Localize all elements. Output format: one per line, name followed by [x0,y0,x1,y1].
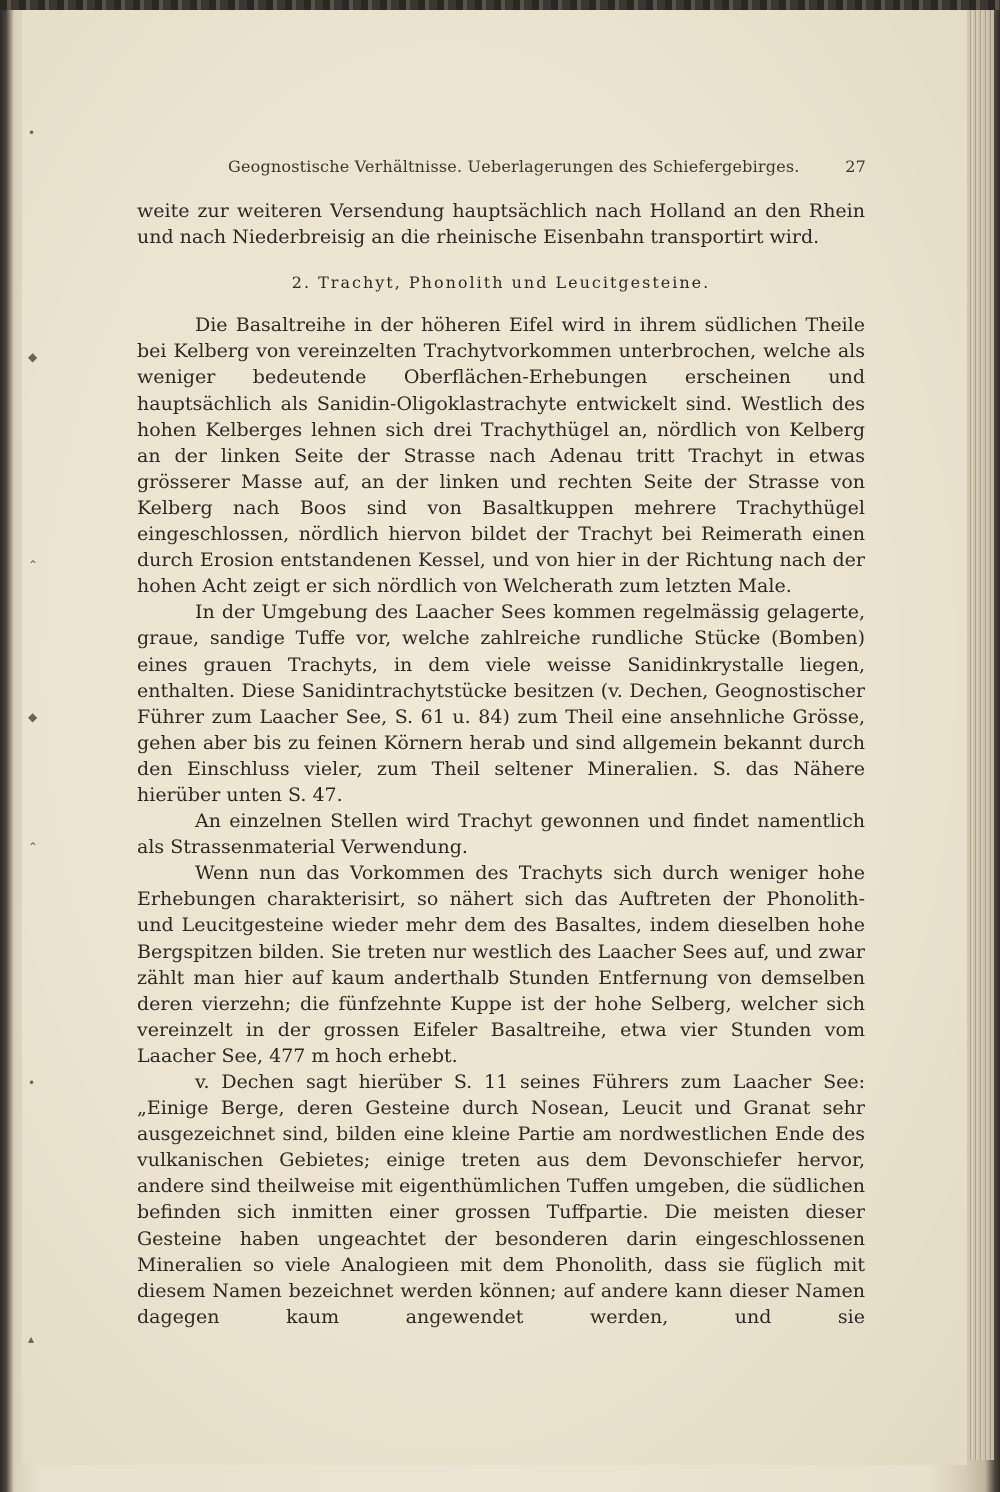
paragraph: weite zur weiteren Versendung hauptsächlich nach Holland an den Rhein und nach Niederbreisig an die rheinische Eisenbahn transportirt wird. [137,200,865,249]
page-number: 27 [845,157,866,176]
body-text [137,198,865,1330]
margin-speck: ⌃ [28,840,39,854]
header-title: Geognostische Verhältnisse. Ueberlagerungen des Schiefergebirges. [228,157,800,176]
section-heading: 2. Trachyt, Phonolith und Leucitgesteine. [291,273,711,293]
running-header [228,157,868,181]
paragraph: v. Dechen sagt hierüber S. 11 seines Führers zum Laacher See: „Einige Berge, deren Gesteine durch Nosean, Leucit und Granat sehr ausgezeichnet sind, bilden eine kleine Partie am nordwestlichen Ende des vulkanischen Gebietes; einige treten aus dem Devonschiefer hervor, andere sind theilweise mit eigenthümlichen Tuffen umgeben, die südlichen befinden sich inmitten einer grossen Tuffpartie. Die meisten dieser Gesteine haben ungeachtet der besonderen darin eingeschlossenen Mineralien so viele Analogieen mit dem Phonolith, dass sie füglich mit diesem Namen bezeichnet werden können; auf andere kann dieser Namen dagegen kaum angewendet werden, und sie [137,1071,865,1328]
margin-speck: ⌃ [28,558,39,572]
paragraph: Die Basaltreihe in der höheren Eifel wird in ihrem südlichen Theile bei Kelberg von vereinzelten Trachytvorkommen unterbrochen, welche als weniger bedeutende Oberflächen-Erhebungen erscheinen und hauptsächlich als Sanidin-Oligoklastrachyte entwickelt sind. Westlich des hohen Kelberges lehnen sich drei Trachythügel an, nördlich von Kelberg an der linken Seite der Strasse nach Adenau tritt Trachyt in etwas grösserer Masse auf, an der linken und rechten Seite der Strasse von Kelberg nach Boos sind von Basaltkuppen mehrere Trachythügel eingeschlossen, nördlich hiervon bildet der Trachyt bei Reimerath einen durch Erosion entstandenen Kessel, und von hier in der Richtung nach der hohen Acht zeigt er sich nördlich von Welcherath zum letzten Male. [137,314,865,598]
paragraph: In der Umgebung des Laacher Sees kommen regelmässig gelagerte, graue, sandige Tuffe vor, welche zahlreiche rundliche Stücke (Bomben) eines grauen Trachyts, in dem viele weisse Sanidinkrystalle liegen, enthalten. Diese Sanidintrachytstücke besitzen (v. Dechen, Geognostischer Führer zum Laacher See, S. 61 u. 84) zum Theil eine ansehnliche Grösse, gehen aber bis zu feinen Körnern herab und sind allgemein bekannt durch den Einschluss vieler, zum Theil seltener Mineralien. S. das Nähere hierüber unten S. 47. [137,601,865,806]
page-stack-edge [968,10,994,1460]
margin-speck: • [28,1076,36,1090]
margin-speck: ▴ [28,1332,35,1346]
margin-speck: • [28,126,36,140]
margin-speck: ◆ [28,350,38,364]
paragraph: Wenn nun das Vorkommen des Trachyts sich durch weniger hohe Erhebungen charakterisirt, so nähert sich das Auftreten der Phonolith- und Leucitgesteine wieder mehr dem des Basaltes, indem dieselben hohe Bergspitzen bilden. Sie treten nur westlich des Laacher Sees auf, und zwar zählt man hier auf kaum anderthalb Stunden Entfernung von demselben deren vierzehn; die fünfzehnte Kuppe ist der hohe Selberg, welcher sich vereinzelt in der grossen Eifeler Basaltreihe, etwa vier Stunden vom Laacher See, 477 m hoch erhebt. [137,862,865,1067]
margin-speck: ◆ [28,710,38,724]
paragraph: An einzelnen Stellen wird Trachyt gewonnen und findet namentlich als Strassenmaterial Verwendung. [137,810,865,859]
book-top-edge [0,0,1000,10]
